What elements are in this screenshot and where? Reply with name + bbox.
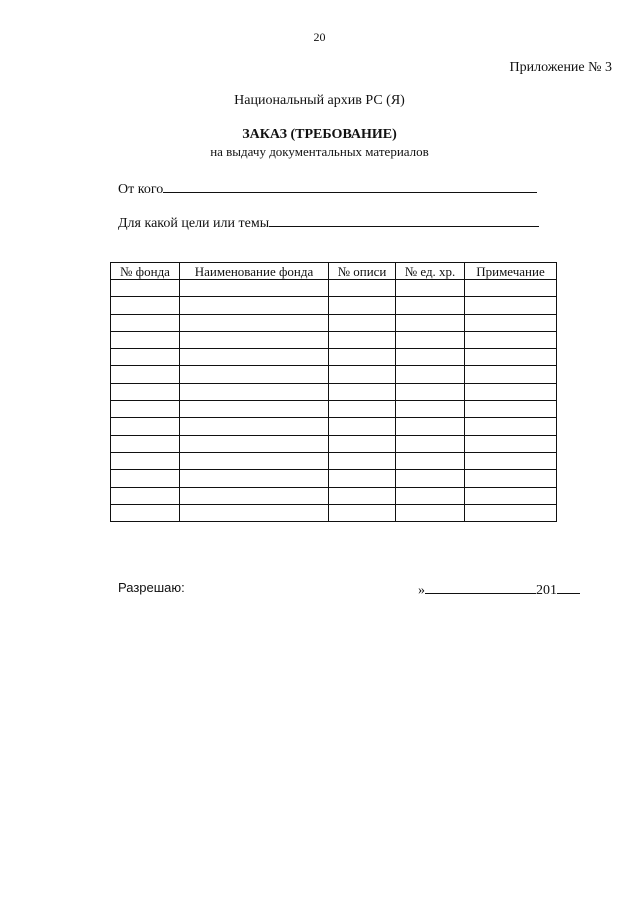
table-row <box>111 470 557 487</box>
table-cell[interactable] <box>396 401 465 418</box>
table-cell[interactable] <box>396 383 465 400</box>
table-cell[interactable] <box>180 297 329 314</box>
table-cell[interactable] <box>180 314 329 331</box>
table-cell[interactable] <box>396 297 465 314</box>
table-cell[interactable] <box>111 418 180 435</box>
table-cell[interactable] <box>465 435 557 452</box>
records-body <box>111 280 557 522</box>
table-cell[interactable] <box>111 280 180 297</box>
date-blank-line[interactable] <box>425 579 536 594</box>
table-cell[interactable] <box>329 349 396 366</box>
table-row <box>111 383 557 400</box>
table-cell[interactable] <box>396 314 465 331</box>
table-cell[interactable] <box>111 470 180 487</box>
year-prefix: 201 <box>536 583 557 598</box>
table-row <box>111 401 557 418</box>
table-cell[interactable] <box>465 383 557 400</box>
table-row <box>111 280 557 297</box>
table-row <box>111 366 557 383</box>
table-cell[interactable] <box>396 452 465 469</box>
header-note: Примечание <box>465 263 557 280</box>
header-fond-name: Наименование фонда <box>180 263 329 280</box>
table-cell[interactable] <box>329 366 396 383</box>
table-cell[interactable] <box>329 452 396 469</box>
table-cell[interactable] <box>465 401 557 418</box>
header-storage-unit-number: № ед. хр. <box>396 263 465 280</box>
table-cell[interactable] <box>465 452 557 469</box>
table-cell[interactable] <box>465 349 557 366</box>
table-cell[interactable] <box>329 418 396 435</box>
archive-name: Национальный архив РС (Я) <box>234 93 405 108</box>
table-cell[interactable] <box>111 331 180 348</box>
table-cell[interactable] <box>180 487 329 504</box>
page-number: 20 <box>313 30 326 44</box>
table-cell[interactable] <box>465 418 557 435</box>
appendix-label: Приложение № 3 <box>509 60 612 75</box>
table-cell[interactable] <box>111 504 180 521</box>
table-header-row <box>111 263 557 280</box>
table-cell[interactable] <box>329 504 396 521</box>
header-fond-number: № фонда <box>111 263 180 280</box>
table-cell[interactable] <box>465 297 557 314</box>
table-cell[interactable] <box>180 435 329 452</box>
table-row <box>111 349 557 366</box>
table-row <box>111 452 557 469</box>
table-cell[interactable] <box>465 366 557 383</box>
table-cell[interactable] <box>111 401 180 418</box>
table-cell[interactable] <box>396 280 465 297</box>
document-subtitle: на выдачу документальных материалов <box>210 144 429 159</box>
table-cell[interactable] <box>180 452 329 469</box>
table-cell[interactable] <box>180 331 329 348</box>
table-cell[interactable] <box>329 401 396 418</box>
purpose-field <box>118 212 539 232</box>
table-cell[interactable] <box>180 280 329 297</box>
from-blank-line[interactable] <box>163 178 537 193</box>
table-row <box>111 435 557 452</box>
table-cell[interactable] <box>111 487 180 504</box>
purpose-label: Для какой цели или темы <box>118 216 270 231</box>
table-cell[interactable] <box>180 349 329 366</box>
table-cell[interactable] <box>111 435 180 452</box>
table-cell[interactable] <box>329 383 396 400</box>
table-cell[interactable] <box>180 418 329 435</box>
table-row <box>111 487 557 504</box>
purpose-blank-line[interactable] <box>269 212 539 227</box>
table-cell[interactable] <box>111 297 180 314</box>
table-cell[interactable] <box>180 401 329 418</box>
table-cell[interactable] <box>329 314 396 331</box>
table-cell[interactable] <box>329 470 396 487</box>
table-cell[interactable] <box>465 331 557 348</box>
table-row <box>111 504 557 521</box>
date-field <box>418 579 580 599</box>
table-row <box>111 418 557 435</box>
table-cell[interactable] <box>111 349 180 366</box>
table-cell[interactable] <box>180 366 329 383</box>
table-cell[interactable] <box>329 297 396 314</box>
header-inventory-number: № описи <box>329 263 396 280</box>
year-blank-line[interactable] <box>557 579 580 594</box>
table-cell[interactable] <box>396 504 465 521</box>
table-row <box>111 314 557 331</box>
table-cell[interactable] <box>396 487 465 504</box>
table-cell[interactable] <box>465 280 557 297</box>
table-cell[interactable] <box>396 435 465 452</box>
table-cell[interactable] <box>465 314 557 331</box>
table-cell[interactable] <box>465 470 557 487</box>
table-cell[interactable] <box>111 366 180 383</box>
table-cell[interactable] <box>329 280 396 297</box>
records-table <box>110 262 557 522</box>
table-cell[interactable] <box>111 452 180 469</box>
document-title: ЗАКАЗ (ТРЕБОВАНИЕ) <box>242 127 397 142</box>
table-cell[interactable] <box>396 366 465 383</box>
table-row <box>111 331 557 348</box>
table-cell[interactable] <box>180 470 329 487</box>
table-cell[interactable] <box>465 504 557 521</box>
table-cell[interactable] <box>329 487 396 504</box>
from-field <box>118 178 537 198</box>
table-cell[interactable] <box>180 504 329 521</box>
table-cell[interactable] <box>396 349 465 366</box>
table-cell[interactable] <box>396 470 465 487</box>
from-label: От кого <box>118 182 164 197</box>
date-quote: » <box>418 583 425 598</box>
table-row <box>111 297 557 314</box>
table-cell[interactable] <box>180 383 329 400</box>
table-cell[interactable] <box>111 314 180 331</box>
table-cell[interactable] <box>396 418 465 435</box>
table-cell[interactable] <box>329 435 396 452</box>
table-cell[interactable] <box>465 487 557 504</box>
table-cell[interactable] <box>396 331 465 348</box>
table-cell[interactable] <box>329 331 396 348</box>
approve-label: Разрешаю: <box>118 580 185 595</box>
table-cell[interactable] <box>111 383 180 400</box>
